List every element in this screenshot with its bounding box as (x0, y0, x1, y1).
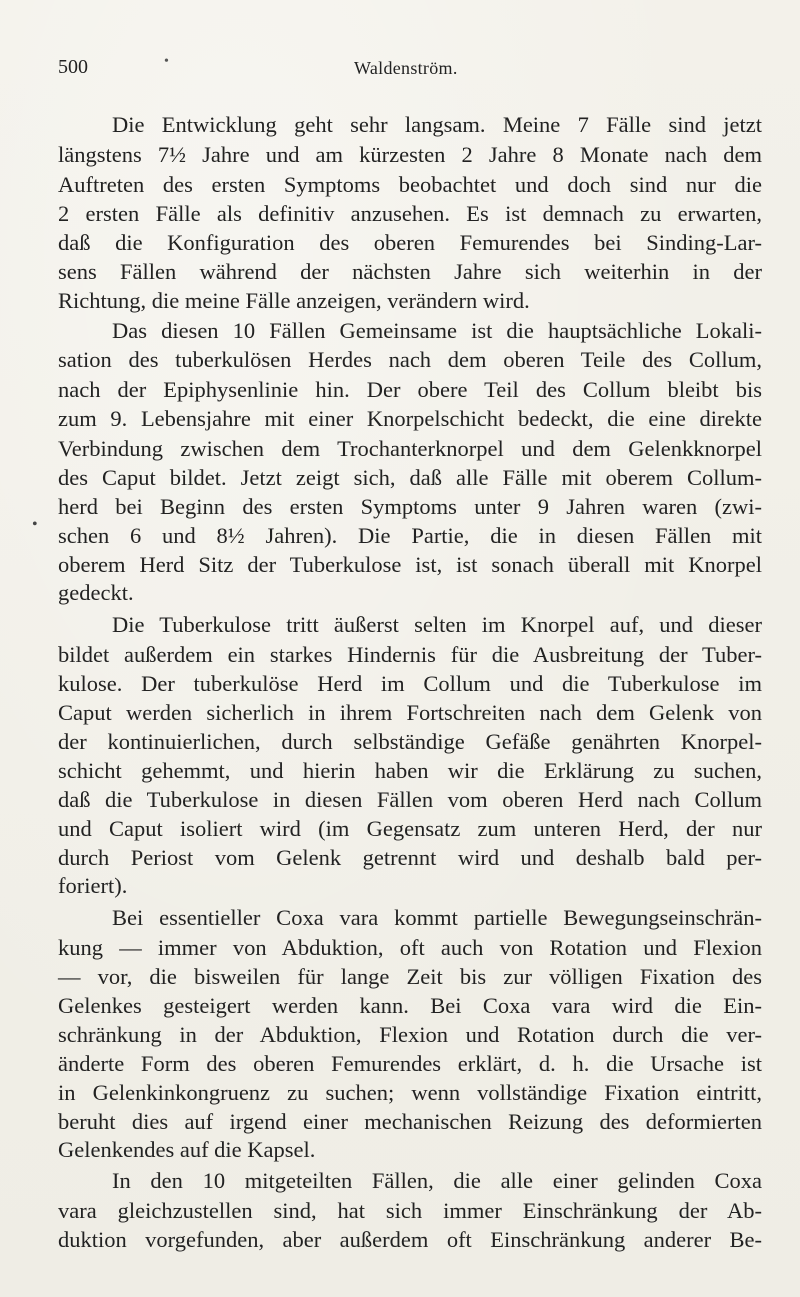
text-line: kulose. Der tuberkulöse Herd im Collum und die Tuberkulose im (58, 671, 762, 696)
text-line: Bei essentieller Coxa vara kommt partielle Bewegungseinschrän- (112, 905, 762, 930)
text-line: In den 10 mitgeteilten Fällen, die alle einer gelinden Coxa (112, 1168, 762, 1193)
text-line: herd bei Beginn des ersten Symptoms unter 9 Jahren waren (zwi- (58, 494, 762, 519)
text-line: längstens 7½ Jahre und am kürzesten 2 Jahre 8 Monate nach dem (58, 142, 762, 167)
text-line: Gelenkendes auf die Kapsel. (58, 1137, 316, 1162)
text-line: Gelenkes gesteigert werden kann. Bei Coxa vara wird die Ein- (58, 993, 762, 1018)
text-line: Die Entwicklung geht sehr langsam. Meine 7 Fälle sind jetzt (112, 112, 762, 137)
header-dot: • (164, 54, 169, 69)
text-line: oberem Herd Sitz der Tuberkulose ist, ist sonach überall mit Knorpel (58, 552, 762, 577)
text-line: — vor, die bisweilen für lange Zeit bis zur völligen Fixation des (58, 964, 762, 989)
page-number: 500 (58, 56, 88, 78)
text-line: sation des tuberkulösen Herdes nach dem oberen Teile des Collum, (58, 347, 762, 372)
text-line: zum 9. Lebensjahre mit einer Knorpelschicht bedeckt, die eine direkte (58, 406, 762, 431)
text-line: Verbindung zwischen dem Trochanterknorpel und dem Gelenkknorpel (58, 436, 762, 461)
text-line: duktion vorgefunden, aber außerdem oft Einschränkung anderer Be- (58, 1227, 762, 1252)
text-line: Richtung, die meine Fälle anzeigen, verändern wird. (58, 288, 530, 313)
text-line: foriert). (58, 873, 128, 898)
text-line: nach der Epiphysenlinie hin. Der obere Teil des Collum bleibt bis (58, 377, 762, 402)
text-line: sens Fällen während der nächsten Jahre sich weiterhin in der (58, 259, 762, 284)
running-head: Waldenström. (354, 58, 458, 78)
text-line: Das diesen 10 Fällen Gemeinsame ist die hauptsächliche Lokali- (112, 318, 762, 343)
text-line: daß die Tuberkulose in diesen Fällen vom oberen Herd nach Collum (58, 787, 762, 812)
text-line: 2 ersten Fälle als definitiv anzusehen. Es ist demnach zu erwarten, (58, 201, 762, 226)
text-line: und Caput isoliert wird (im Gegensatz zum unteren Herd, der nur (58, 816, 762, 841)
text-line: schen 6 und 8½ Jahren). Die Partie, die in diesen Fällen mit (58, 523, 762, 548)
page-header (58, 56, 760, 86)
text-line: Caput werden sicherlich in ihrem Fortschreiten nach dem Gelenk von (58, 700, 762, 725)
text-line: gedeckt. (58, 580, 134, 605)
text-line: in Gelenkinkongruenz zu suchen; wenn vollständige Fixation eintritt, (58, 1080, 762, 1105)
text-line: schicht gehemmt, und hierin haben wir die Erklärung zu suchen, (58, 758, 762, 783)
text-line: daß die Konfiguration des oberen Femurendes bei Sinding-Lar- (58, 230, 762, 255)
text-line: vara gleichzustellen sind, hat sich immer Einschränkung der Ab- (58, 1198, 762, 1223)
text-line: kung — immer von Abduktion, oft auch von Rotation und Flexion (58, 935, 762, 960)
text-line: des Caput bildet. Jetzt zeigt sich, daß alle Fälle mit oberem Collum- (58, 465, 762, 490)
text-line: bildet außerdem ein starkes Hindernis für die Ausbreitung der Tuber- (58, 642, 762, 667)
margin-mark: • (32, 516, 38, 533)
text-line: Auftreten des ersten Symptoms beobachtet und doch sind nur die (58, 172, 762, 197)
text-line: schränkung in der Abduktion, Flexion und Rotation durch die ver- (58, 1022, 762, 1047)
text-line: Die Tuberkulose tritt äußerst selten im Knorpel auf, und dieser (112, 612, 762, 637)
text-line: der kontinuierlichen, durch selbständige Gefäße genährten Knorpel- (58, 729, 762, 754)
text-line: änderte Form des oberen Femurendes erklärt, d. h. die Ursache ist (58, 1051, 762, 1076)
text-line: beruht dies auf irgend einer mechanischen Reizung des deformierten (58, 1109, 762, 1134)
text-line: durch Periost vom Gelenk getrennt wird und deshalb bald per- (58, 845, 762, 870)
